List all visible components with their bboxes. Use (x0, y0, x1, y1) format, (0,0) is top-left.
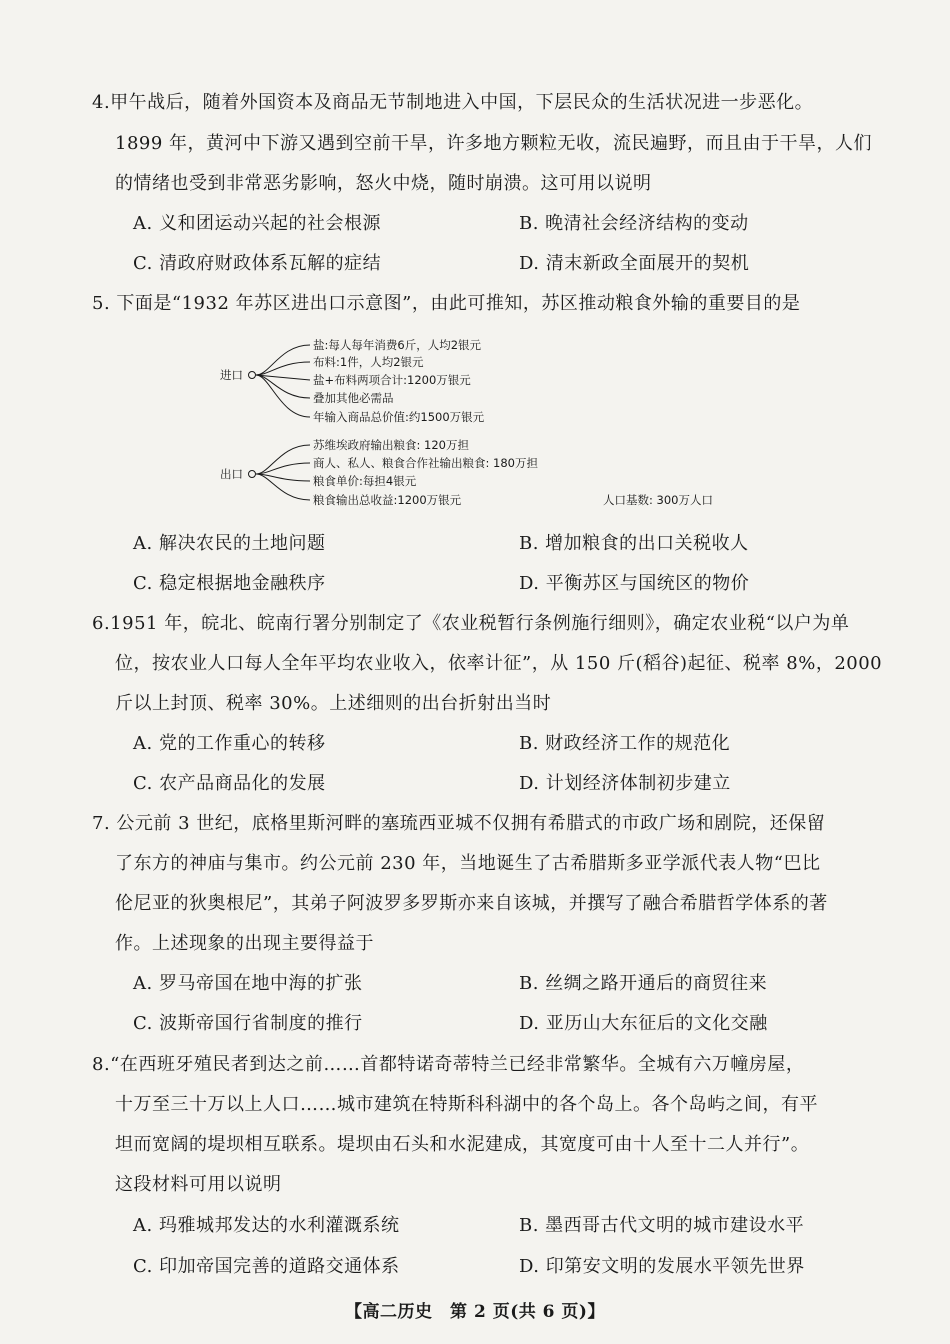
question-text-line: 十万至三十万以上人口……城市建筑在特斯科科湖中的各个岛上。各个岛屿之间，有平 (115, 1094, 818, 1115)
question-text-line: 5. 下面是“1932 年苏区进出口示意图”，由此可推知，苏区推动粮食外输的重要目的是 (92, 293, 801, 314)
question-text-line: 6.1951 年，皖北、皖南行署分别制定了《农业税暂行条例施行细则》，确定农业税“以户为单 (92, 613, 850, 634)
export-item: 粮食单价:每担4银元 (313, 474, 417, 488)
branch-line (256, 445, 310, 474)
branch-line (256, 345, 310, 375)
option-c: C. 波斯帝国行省制度的推行 (133, 1013, 363, 1034)
export-item: 粮食输出总收益:1200万银元 (313, 493, 462, 507)
option-b: B. 丝绸之路开通后的商贸往来 (519, 973, 768, 994)
option-d: D. 印第安文明的发展水平领先世界 (519, 1256, 805, 1277)
branch-line (256, 474, 310, 500)
option-b: B. 墨西哥古代文明的城市建设水平 (519, 1215, 805, 1236)
page-footer: 【高二历史 第 2 页(共 6 页)】 (345, 1302, 605, 1322)
option-a: A. 玛雅城邦发达的水利灌溉系统 (133, 1215, 400, 1236)
question-text-line: 伦尼亚的狄奥根尼”，其弟子阿波罗多罗斯亦来自该城，并撰写了融合希腊哲学体系的著 (115, 893, 828, 914)
branch-line (256, 362, 310, 375)
import-export-diagram (210, 335, 750, 520)
option-a: A. 解决农民的土地问题 (133, 533, 326, 554)
option-c: C. 清政府财政体系瓦解的症结 (133, 253, 382, 274)
import-node (249, 372, 256, 379)
question-text-line: 坦而宽阔的堤坝相互联系。堤坝由石头和水泥建成，其宽度可由十人至十二人并行”。 (115, 1134, 810, 1155)
export-item: 商人、私人、粮食合作社输出粮食: 180万担 (313, 456, 538, 470)
import-item: 年输入商品总价值:约1500万银元 (313, 410, 485, 424)
branch-line (256, 463, 310, 474)
option-d: D. 平衡苏区与国统区的物价 (519, 573, 750, 594)
export-node (249, 471, 256, 478)
import-item: 盐:每人每年消费6斤，人均2银元 (313, 338, 482, 352)
population-note: 人口基数: 300万人口 (603, 493, 713, 507)
question-text-line: 8.“在西班牙殖民者到达之前……首都特诺奇蒂特兰已经非常繁华。全城有六万幢房屋， (92, 1054, 805, 1075)
branch-line (256, 375, 310, 398)
question-text-line: 斤以上封顶、税率 30%。上述细则的出台折射出当时 (115, 693, 552, 714)
option-a: A. 义和团运动兴起的社会根源 (133, 213, 381, 234)
question-text-line: 1899 年，黄河中下游又遇到空前干旱，许多地方颗粒无收，流民遍野，而且由于干旱，人们 (115, 133, 873, 154)
question-text-line: 了东方的神庙与集市。约公元前 230 年，当地诞生了古希腊斯多亚学派代表人物“巴比 (115, 853, 821, 874)
import-label: 进口 (220, 368, 243, 382)
question-text-line: 作。上述现象的出现主要得益于 (115, 933, 374, 954)
question-text-line: 位，按农业人口每人全年平均农业收入，依率计征”，从 150 斤(稻谷)起征、税率 8%，2000 (115, 653, 883, 674)
option-b: B. 财政经济工作的规范化 (519, 733, 731, 754)
export-label: 出口 (220, 467, 243, 481)
question-text-line: 的情绪也受到非常恶劣影响，怒火中烧，随时崩溃。这可用以说明 (115, 173, 652, 194)
branch-line (256, 474, 310, 481)
option-c: C. 印加帝国完善的道路交通体系 (133, 1256, 400, 1277)
import-item: 叠加其他必需品 (313, 391, 394, 405)
question-text-line: 7. 公元前 3 世纪，底格里斯河畔的塞琉西亚城不仅拥有希腊式的市政广场和剧院，还保留 (92, 813, 826, 834)
option-b: B. 晚清社会经济结构的变动 (519, 213, 749, 234)
option-d: D. 清末新政全面展开的契机 (519, 253, 750, 274)
option-a: A. 罗马帝国在地中海的扩张 (133, 973, 363, 994)
import-item: 盐+布料两项合计:1200万银元 (313, 373, 471, 387)
option-c: C. 农产品商品化的发展 (133, 773, 326, 794)
question-text-line: 4.甲午战后，随着外国资本及商品无节制地进入中国，下层民众的生活状况进一步恶化。 (92, 92, 814, 113)
branch-line (256, 375, 310, 417)
option-a: A. 党的工作重心的转移 (133, 733, 326, 754)
option-d: D. 计划经济体制初步建立 (519, 773, 731, 794)
option-d: D. 亚历山大东征后的文化交融 (519, 1013, 768, 1034)
option-b: B. 增加粮食的出口关税收人 (519, 533, 749, 554)
import-item: 布料:1件，人均2银元 (313, 355, 424, 369)
option-c: C. 稳定根据地金融秩序 (133, 573, 326, 594)
export-item: 苏维埃政府输出粮食: 120万担 (313, 438, 469, 452)
question-text-line: 这段材料可用以说明 (115, 1174, 282, 1195)
